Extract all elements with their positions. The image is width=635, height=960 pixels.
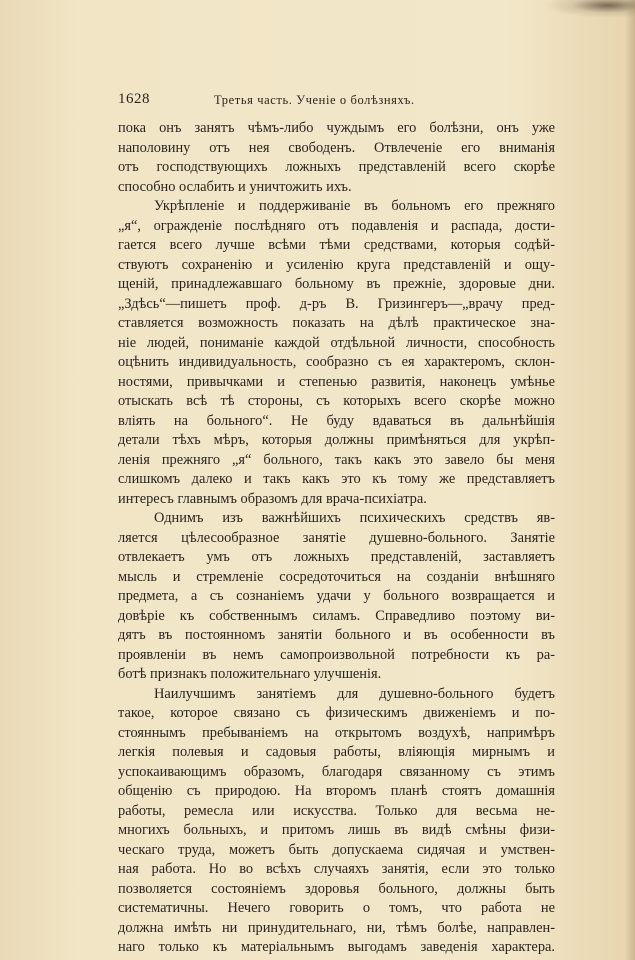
- text-line: наго только къ матеріальнымъ выгодамъ заведенія характера.: [118, 939, 555, 955]
- text-line: стояннымъ пребываніемъ на открытомъ воздухѣ, напримѣръ: [118, 724, 555, 741]
- text-line: ленія прежняго „я“ больного, такъ какъ это завело бы меня: [118, 451, 555, 468]
- text-line: ная работа. Но во всѣхъ случаяхъ занятія, если это только: [118, 861, 555, 877]
- text-line: ставляется возможность показать на дѣлѣ практическое зна-: [118, 315, 555, 331]
- text-line: работы, ремесла или искусства. Только для весьма не-: [118, 802, 555, 819]
- text-line: детали тѣхъ мѣръ, которыя должны примѣняться для укрѣп-: [118, 432, 555, 448]
- text-line: позволяется состояніемъ здоровья больного, должны быть: [118, 880, 555, 897]
- text-line: отвлекаетъ умъ отъ ложныхъ представленій, заставляетъ: [118, 549, 555, 565]
- text-line: пока онъ занятъ чѣмъ-либо чуждымъ его болѣзни, онъ уже: [118, 120, 555, 136]
- text-line: довѣріе къ собственнымъ силамъ. Справедливо поэтому ви-: [118, 607, 555, 624]
- text-line: способно ослабить и уничтожить ихъ.: [118, 178, 352, 195]
- page-edge-shadow: [625, 0, 635, 960]
- text-line: должна имѣть ни принудительнаго, ни, тѣмъ болѣе, направлен-: [118, 919, 555, 936]
- body-text: [118, 119, 555, 958]
- text-line: мысль и стремленіе сосредоточиться на созданіи внѣшняго: [118, 568, 555, 585]
- text-line: ніе людей, пониманіе каждой отдѣльной личности, способность: [118, 334, 555, 351]
- text-line: такое, которое связано съ физическимъ движеніемъ и по-: [118, 705, 555, 721]
- text-line: Укрѣпленіе и поддерживаніе въ больномъ его прежняго: [154, 198, 555, 214]
- text-line: дятъ въ постоянномъ занятіи больного и въ особенности въ: [118, 627, 555, 643]
- text-line: успокаивающимъ образомъ, благодаря связанному съ этимъ: [118, 763, 555, 780]
- text-line: отъ господствующихъ ложныхъ представленій всего скорѣе: [118, 159, 555, 175]
- text-line: общенію съ природою. На второмъ планѣ стоятъ домашнія: [118, 783, 555, 799]
- text-line: предмета, а съ сознаніемъ удачи у больного возвращается и: [118, 588, 555, 604]
- text-line: систематичны. Нечего говорить о томъ, что работа не: [118, 900, 555, 916]
- text-line: проявленіи въ немъ самопроизвольной потребности къ ра-: [118, 646, 555, 663]
- text-line: интересъ главнымъ образомъ для врача-психіатра.: [118, 490, 427, 507]
- text-line: слишкомъ далеко и такъ какъ это къ тому же представляетъ: [118, 471, 555, 487]
- text-line: вліять на больного“. Не буду вдаваться въ дальнѣйшія: [118, 412, 555, 429]
- text-line: „Здѣсь“—пишетъ проф. д-ръ В. Гризингеръ—„врачу пред-: [118, 295, 555, 312]
- text-line: „я“, огражденіе послѣдняго отъ подавленія и распада, дости-: [118, 217, 555, 234]
- text-line: ляется цѣлесообразное занятіе душевно-больного. Занятіе: [118, 529, 555, 546]
- text-line: гается всего лучше всѣми тѣми средствами, которыя содѣй-: [118, 237, 555, 253]
- text-line: щеній, принадлежавшаго больному въ прежніе, здоровые дни.: [118, 276, 555, 292]
- text-line: ботѣ признакъ положительнаго улучшенія.: [118, 666, 382, 682]
- text-line: отыскать всѣ тѣ стороны, съ которыхъ всего скорѣе можно: [118, 393, 555, 409]
- text-line: Наилучшимъ занятіемъ для душевно-больного будетъ: [154, 685, 555, 702]
- text-line: ностями, привычками и степенью развитія, наконецъ умѣнье: [118, 373, 555, 390]
- text-line: ческаго труда, можетъ быть допускаема сидячая и умствен-: [118, 841, 555, 858]
- text-line: наполовину отъ нея свободенъ. Отвлеченіе его вниманія: [118, 139, 555, 156]
- corner-stain: [545, 0, 635, 18]
- text-line: многихъ больныхъ, и притомъ лишь въ видѣ смѣны физи-: [118, 822, 555, 838]
- running-title: Третья часть. Ученіе о болѣзняхъ.: [214, 93, 415, 107]
- text-line: легкія полевыя и садовыя работы, вліяющія мирнымъ и: [118, 744, 555, 760]
- text-line: Однимъ изъ важнѣйшихъ психическихъ средствъ яв-: [154, 510, 555, 526]
- text-line: ствуютъ сохраненію и усиленію круга представленій и ощу-: [118, 256, 555, 273]
- text-line: оцѣнить индивидуальность, сообразно съ ея характеромъ, склон-: [118, 354, 555, 370]
- page-number: 1628: [118, 91, 150, 107]
- page-header: [118, 91, 555, 111]
